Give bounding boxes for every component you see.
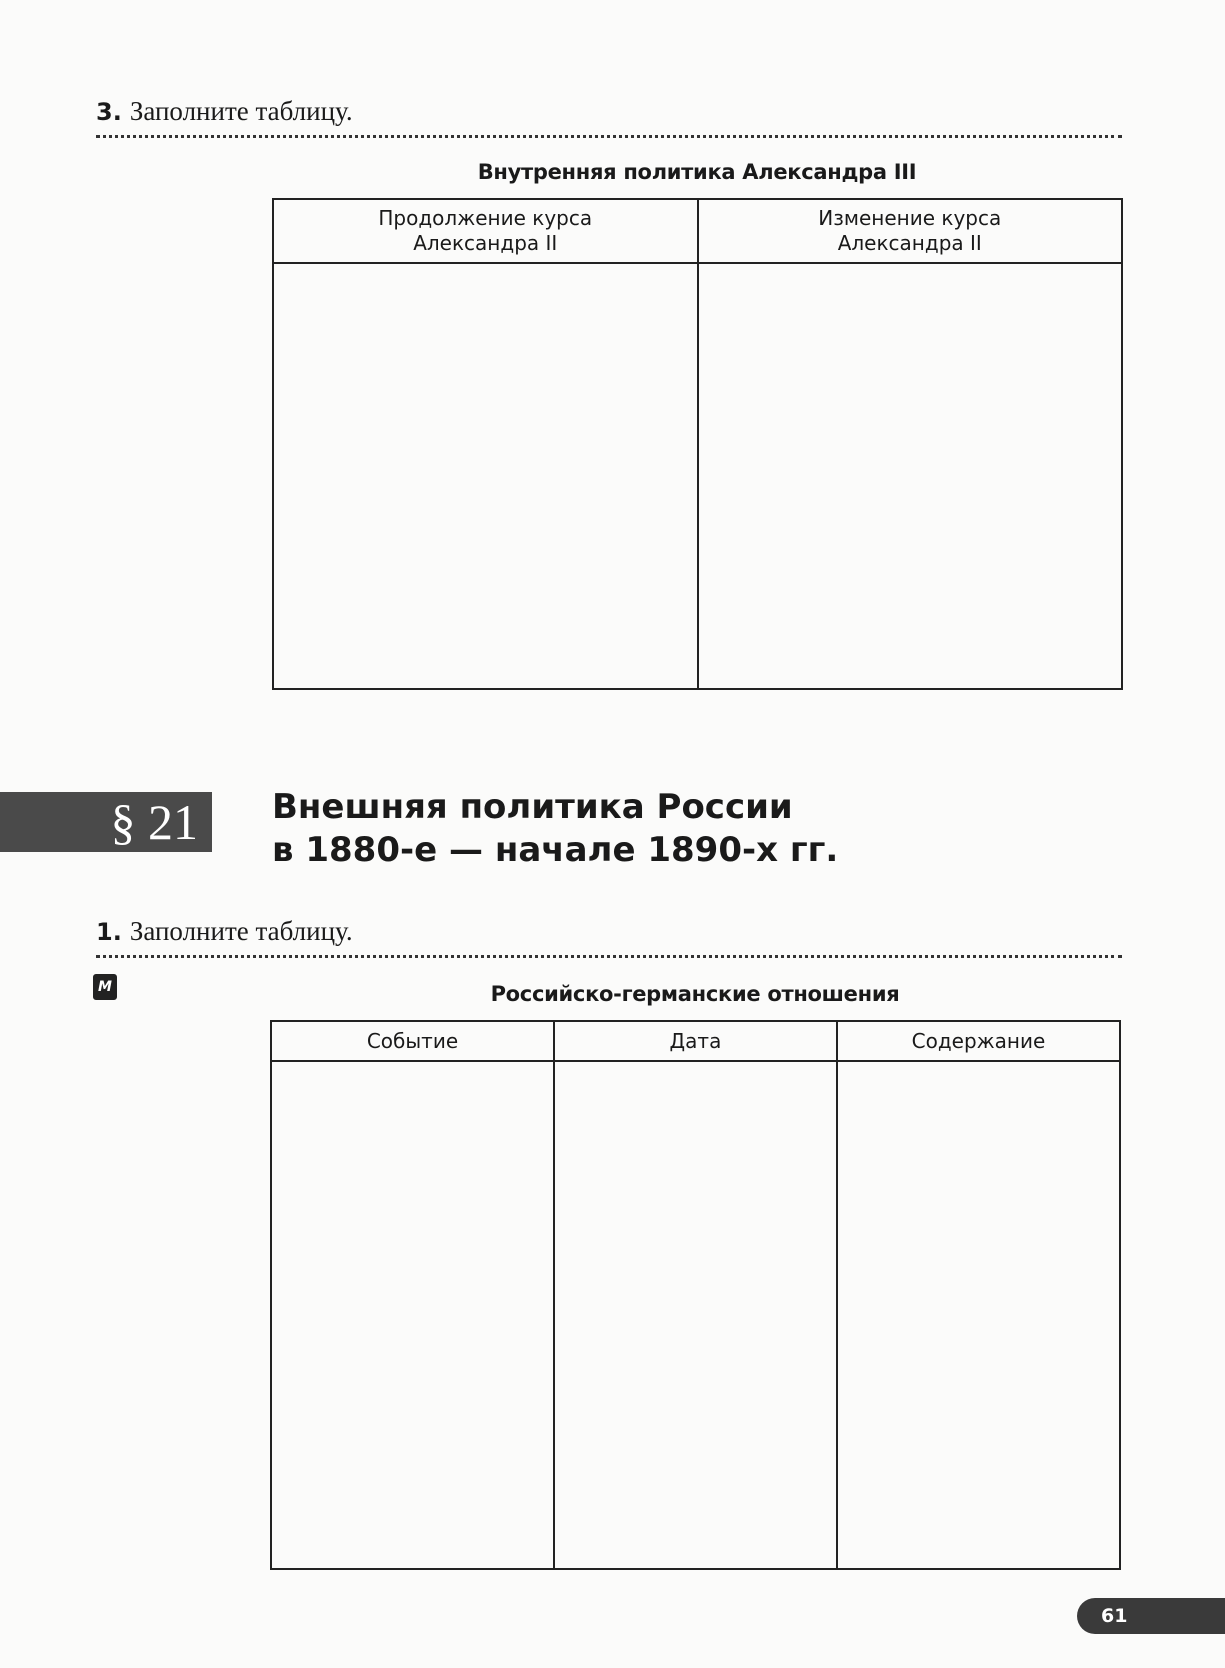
table-2-header-content: Содержание xyxy=(837,1021,1120,1061)
table-2-cell-event[interactable] xyxy=(271,1061,554,1569)
task-1-text: Заполните таблицу. xyxy=(129,916,353,946)
table-1-header-change xyxy=(698,199,1123,263)
table-1 xyxy=(272,198,1123,690)
task-3-number: 3. xyxy=(96,98,122,126)
table-2-header-event: Событие xyxy=(271,1021,554,1061)
table-2 xyxy=(270,1020,1121,1570)
table-1-caption: Внутренняя политика Александра III xyxy=(477,160,917,184)
section-number-badge: § 21 xyxy=(0,792,212,852)
page-number-tab xyxy=(1077,1598,1225,1634)
table-1-cell-change[interactable] xyxy=(698,263,1123,689)
table-2-caption: Российско-германские отношения xyxy=(490,982,900,1006)
table-1-cell-continuation[interactable] xyxy=(273,263,698,689)
table-2-cell-content[interactable] xyxy=(837,1061,1120,1569)
page-number: 61 xyxy=(1101,1605,1128,1627)
task-3-heading xyxy=(96,96,1122,138)
table-1-header-continuation xyxy=(273,199,698,263)
task-1-number: 1. xyxy=(96,918,122,946)
table-1-header-2-line-1: Изменение курса xyxy=(818,206,1002,230)
table-2-header-date: Дата xyxy=(554,1021,837,1061)
table-1-header-1-line-2: Александра II xyxy=(413,231,558,255)
table-1-header-2-line-2: Александра II xyxy=(837,231,982,255)
table-2-cell-date[interactable] xyxy=(554,1061,837,1569)
section-title-line-2: в 1880-е — начале 1890-х гг. xyxy=(272,830,839,870)
task-1-heading xyxy=(96,916,1122,958)
task-3-text: Заполните таблицу. xyxy=(129,96,353,126)
m-badge-icon: M xyxy=(93,974,117,1000)
table-1-header-1-line-1: Продолжение курса xyxy=(378,206,593,230)
section-title-line-1: Внешняя политика России xyxy=(272,787,793,827)
section-title xyxy=(272,786,838,872)
